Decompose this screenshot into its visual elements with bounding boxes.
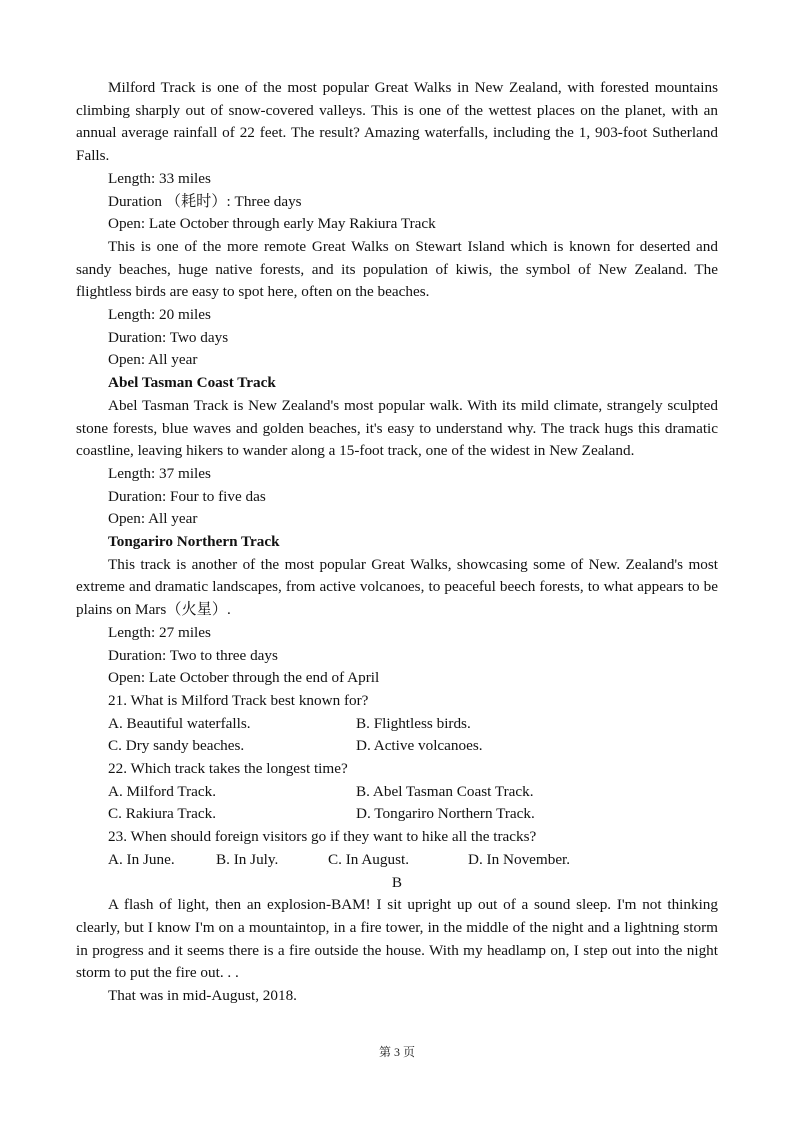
abel-description: Abel Tasman Track is New Zealand's most popular walk. With its mild climate, strangely sculpted stone forests, blue waves and golden beaches, it's easy to understand why. The track hugs this dramatic coastline, leaving hikers to wander along a 15-foot track, one of the widest in New Zealand. bbox=[76, 396, 718, 460]
passage-b-paragraph-2: That was in mid-August, 2018. bbox=[108, 987, 297, 1005]
q23-options-row bbox=[76, 849, 718, 872]
q22-options-row-1 bbox=[76, 781, 718, 804]
q21-options-row-2 bbox=[76, 735, 718, 758]
page-content bbox=[76, 77, 718, 1008]
tongariro-duration: Duration: Two to three days bbox=[108, 646, 278, 664]
tongariro-description: This track is another of the most popular Great Walks, showcasing some of New. Zealand's most extreme and dramatic landscapes, from active volcanoes, to peaceful beech forests, to what appears to be plains on Mars（火星）. bbox=[76, 555, 718, 619]
tongariro-length: Length: 27 miles bbox=[108, 623, 211, 641]
q21-option-a: A. Beautiful waterfalls. bbox=[108, 714, 251, 732]
tongariro-open: Open: Late October through the end of April bbox=[108, 669, 380, 687]
q22-option-c: C. Rakiura Track. bbox=[108, 805, 216, 823]
milford-description: Milford Track is one of the most popular Great Walks in New Zealand, with forested mountains climbing sharply out of snow-covered valleys. This is one of the wettest places on the planet, with an annual average rainfall of 22 feet. The result? Amazing waterfalls, including the 1, 903-foot Sutherland Falls. bbox=[76, 79, 718, 165]
q21-options-row-1 bbox=[76, 713, 718, 736]
rakiura-open: Open: All year bbox=[108, 351, 198, 369]
abel-duration: Duration: Four to five das bbox=[108, 487, 266, 505]
q23-option-b: B. In July. bbox=[216, 850, 279, 868]
q21-stem: 21. What is Milford Track best known for? bbox=[108, 691, 369, 709]
q22-option-b: B. Abel Tasman Coast Track. bbox=[356, 782, 534, 800]
milford-duration: Duration （耗时）: Three days bbox=[108, 192, 302, 210]
abel-open: Open: All year bbox=[108, 510, 198, 528]
rakiura-length: Length: 20 miles bbox=[108, 306, 211, 324]
q22-option-a: A. Milford Track. bbox=[108, 782, 217, 800]
q23-option-d: D. In November. bbox=[468, 850, 571, 868]
abel-heading: Abel Tasman Coast Track bbox=[108, 374, 276, 392]
q22-options-row-2 bbox=[76, 803, 718, 826]
q21-option-b: B. Flightless birds. bbox=[356, 714, 471, 732]
q23-stem: 23. When should foreign visitors go if they want to hike all the tracks? bbox=[108, 828, 537, 846]
q22-stem: 22. Which track takes the longest time? bbox=[108, 760, 348, 778]
passage-b-paragraph-1: A flash of light, then an explosion-BAM! I sit upright up out of a sound sleep. I'm not thinking clearly, but I know I'm on a mountaintop, in a fire tower, in the middle of the night and a lightning storm in progress and it seems there is a fire outside the house. With my headlamp on, I step out into the night storm to put the fire out. . . bbox=[76, 896, 718, 982]
rakiura-duration: Duration: Two days bbox=[108, 328, 229, 346]
page-number: 第 3 页 bbox=[378, 1045, 415, 1059]
milford-length: Length: 33 miles bbox=[108, 169, 211, 187]
rakiura-description: This is one of the more remote Great Walks on Stewart Island which is known for deserted and sandy beaches, huge native forests, and its population of kiwis, the symbol of New Zealand. The flightless birds are easy to spot here, often on the beaches. bbox=[76, 237, 718, 301]
abel-length: Length: 37 miles bbox=[108, 464, 211, 482]
q21-option-d: D. Active volcanoes. bbox=[356, 737, 483, 755]
tongariro-heading: Tongariro Northern Track bbox=[108, 533, 280, 551]
passage-b-label: B bbox=[391, 873, 403, 891]
q21-option-c: C. Dry sandy beaches. bbox=[108, 737, 245, 755]
milford-open: Open: Late October through early May Rakiura Track bbox=[108, 215, 436, 233]
q23-option-c: C. In August. bbox=[328, 850, 410, 868]
q22-option-d: D. Tongariro Northern Track. bbox=[356, 805, 535, 823]
q23-option-a: A. In June. bbox=[108, 850, 175, 868]
